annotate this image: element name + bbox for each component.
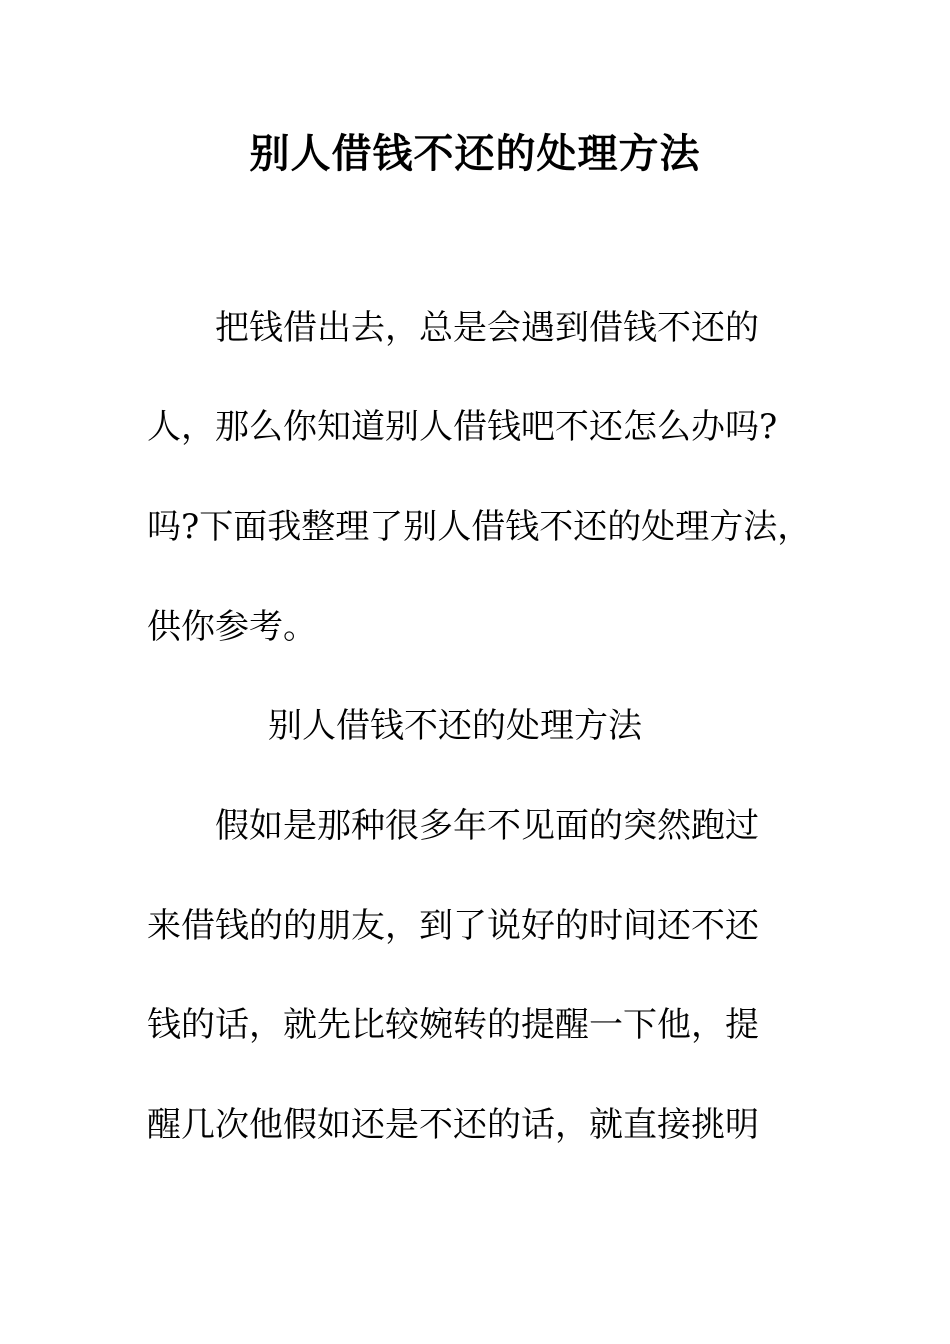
- paragraph-1-line-1: 把钱借出去，总是会遇到借钱不还的: [215, 308, 759, 348]
- document-title: 别人借钱不还的处理方法: [249, 130, 701, 177]
- paragraph-2-line-1: 假如是那种很多年不见面的突然跑过: [215, 806, 759, 846]
- paragraph-1-line-4: 供你参考。: [147, 607, 317, 647]
- paragraph-1-line-3: 吗?下面我整理了别人借钱不还的处理方法，: [147, 507, 812, 547]
- section-subheading: 别人借钱不还的处理方法: [268, 706, 642, 746]
- paragraph-2-line-3: 钱的话，就先比较婉转的提醒一下他，提: [147, 1005, 759, 1045]
- paragraph-2-line-4: 醒几次他假如还是不还的话，就直接挑明: [147, 1105, 759, 1145]
- paragraph-2-line-2: 来借钱的的朋友，到了说好的时间还不还: [147, 906, 759, 946]
- paragraph-1-line-2: 人，那么你知道别人借钱吧不还怎么办吗?: [147, 407, 778, 447]
